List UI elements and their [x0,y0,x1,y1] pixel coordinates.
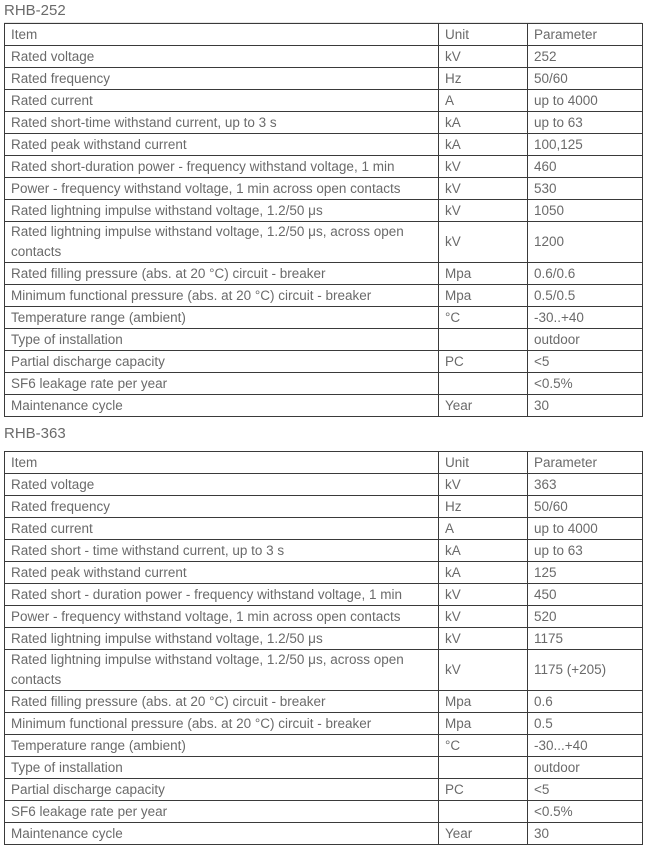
cell-parameter: outdoor [528,757,643,779]
section-title: RHB-363 [4,425,66,442]
cell-item: Rated filling pressure (abs. at 20 °C) circuit - breaker [5,691,439,713]
cell-unit: Hz [439,496,528,518]
table-row [5,373,643,395]
cell-parameter: 0.5 [528,713,643,735]
cell-item: Maintenance cycle [5,823,439,845]
cell-item: Rated lightning impulse withstand voltage, 1.2/50 μs [5,628,439,650]
table-row [5,222,643,263]
table-row [5,351,643,373]
cell-item: Temperature range (ambient) [5,735,439,757]
table-row [5,691,643,713]
cell-item: SF6 leakage rate per year [5,373,439,395]
section-title: RHB-252 [4,0,642,23]
table-row [5,395,643,417]
cell-item: Rated lightning impulse withstand voltage, 1.2/50 μs [5,200,439,222]
cell-item: Minimum functional pressure (abs. at 20 °C) circuit - breaker [5,713,439,735]
table-row [5,779,643,801]
table-row [5,540,643,562]
cell-parameter: outdoor [528,329,643,351]
table-row [5,329,643,351]
cell-unit: Year [439,823,528,845]
cell-unit: kV [439,46,528,68]
cell-item: Rated frequency [5,496,439,518]
cell-item: Minimum functional pressure (abs. at 20 °C) circuit - breaker [5,285,439,307]
cell-parameter: <5 [528,351,643,373]
cell-unit: kV [439,606,528,628]
cell-item: Rated short-duration power - frequency withstand voltage, 1 min [5,156,439,178]
cell-parameter: 530 [528,178,643,200]
cell-unit: kV [439,474,528,496]
cell-parameter: up to 63 [528,540,643,562]
cell-parameter: <0.5% [528,373,643,395]
cell-parameter: 100,125 [528,134,643,156]
cell-item: Maintenance cycle [5,395,439,417]
cell-item: Rated lightning impulse withstand voltage, 1.2/50 μs, across open contacts [5,650,439,691]
cell-unit: kV [439,584,528,606]
cell-item: Rated lightning impulse withstand voltage, 1.2/50 μs, across open contacts [5,222,439,263]
table-row [5,263,643,285]
cell-parameter: 0.6 [528,691,643,713]
cell-parameter: 30 [528,823,643,845]
table-row [5,68,643,90]
cell-item: Partial discharge capacity [5,351,439,373]
cell-parameter: up to 63 [528,112,643,134]
cell-item: Rated short - duration power - frequency withstand voltage, 1 min [5,584,439,606]
cell-parameter: <5 [528,779,643,801]
cell-unit: PC [439,351,528,373]
table-row [5,200,643,222]
cell-unit: Mpa [439,691,528,713]
cell-parameter: 0.6/0.6 [528,263,643,285]
cell-item: Type of installation [5,757,439,779]
cell-parameter: 1175 [528,628,643,650]
cell-unit: Mpa [439,285,528,307]
cell-parameter: 0.5/0.5 [528,285,643,307]
cell-unit: Mpa [439,263,528,285]
cell-parameter: -30...+40 [528,735,643,757]
spec-section-rhb-252 [4,0,642,417]
spec-section-rhb-363 [4,423,642,845]
cell-item: Temperature range (ambient) [5,307,439,329]
spec-table [4,451,643,845]
cell-item: Rated peak withstand current [5,134,439,156]
cell-unit: kA [439,562,528,584]
table-row [5,178,643,200]
table-row [5,307,643,329]
table-row [5,46,643,68]
cell-parameter: 460 [528,156,643,178]
header-item: Item [5,24,439,46]
cell-unit: kV [439,156,528,178]
cell-unit: kA [439,112,528,134]
header-item: Item [5,452,439,474]
table-row [5,606,643,628]
table-row [5,285,643,307]
cell-unit: kV [439,178,528,200]
header-unit: Unit [439,452,528,474]
table-row [5,650,643,691]
cell-unit: Year [439,395,528,417]
cell-parameter: 363 [528,474,643,496]
cell-parameter: up to 4000 [528,90,643,112]
table-row [5,90,643,112]
table-row [5,562,643,584]
table-row [5,112,643,134]
cell-unit: A [439,90,528,112]
cell-item: Power - frequency withstand voltage, 1 min across open contacts [5,606,439,628]
cell-unit: kV [439,222,528,263]
cell-unit: °C [439,307,528,329]
header-parameter: Parameter [528,452,643,474]
table-row [5,156,643,178]
cell-parameter: <0.5% [528,801,643,823]
table-header-row [5,452,643,474]
cell-parameter: up to 4000 [528,518,643,540]
table-row [5,801,643,823]
table-row [5,757,643,779]
cell-item: SF6 leakage rate per year [5,801,439,823]
cell-unit: kV [439,650,528,691]
cell-unit: A [439,518,528,540]
cell-parameter: 1175 (+205) [528,650,643,691]
header-parameter: Parameter [528,24,643,46]
cell-item: Power - frequency withstand voltage, 1 min across open contacts [5,178,439,200]
table-row [5,584,643,606]
cell-item: Rated voltage [5,46,439,68]
cell-item: Rated filling pressure (abs. at 20 °C) circuit - breaker [5,263,439,285]
cell-item: Rated frequency [5,68,439,90]
table-row [5,134,643,156]
cell-unit [439,801,528,823]
header-unit: Unit [439,24,528,46]
cell-item: Rated current [5,518,439,540]
cell-unit: kA [439,134,528,156]
table-row [5,823,643,845]
cell-unit [439,329,528,351]
cell-item: Type of installation [5,329,439,351]
cell-item: Rated current [5,90,439,112]
cell-unit: kV [439,628,528,650]
table-row [5,496,643,518]
table-row [5,474,643,496]
cell-parameter: 252 [528,46,643,68]
cell-unit [439,757,528,779]
cell-parameter: 50/60 [528,496,643,518]
cell-unit: Mpa [439,713,528,735]
cell-unit: kA [439,540,528,562]
cell-unit: kV [439,200,528,222]
cell-parameter: 125 [528,562,643,584]
cell-unit: PC [439,779,528,801]
table-row [5,518,643,540]
cell-unit: °C [439,735,528,757]
cell-item: Rated short-time withstand current, up to 3 s [5,112,439,134]
table-row [5,735,643,757]
cell-item: Rated voltage [5,474,439,496]
cell-parameter: 520 [528,606,643,628]
cell-parameter: 50/60 [528,68,643,90]
cell-unit: Hz [439,68,528,90]
cell-unit [439,373,528,395]
cell-item: Rated short - time withstand current, up to 3 s [5,540,439,562]
table-row [5,713,643,735]
cell-item: Partial discharge capacity [5,779,439,801]
cell-parameter: 30 [528,395,643,417]
cell-item: Rated peak withstand current [5,562,439,584]
spec-table [4,23,643,417]
table-row [5,628,643,650]
cell-parameter: 450 [528,584,643,606]
cell-parameter: 1050 [528,200,643,222]
table-header-row [5,24,643,46]
cell-parameter: 1200 [528,222,643,263]
cell-parameter: -30..+40 [528,307,643,329]
